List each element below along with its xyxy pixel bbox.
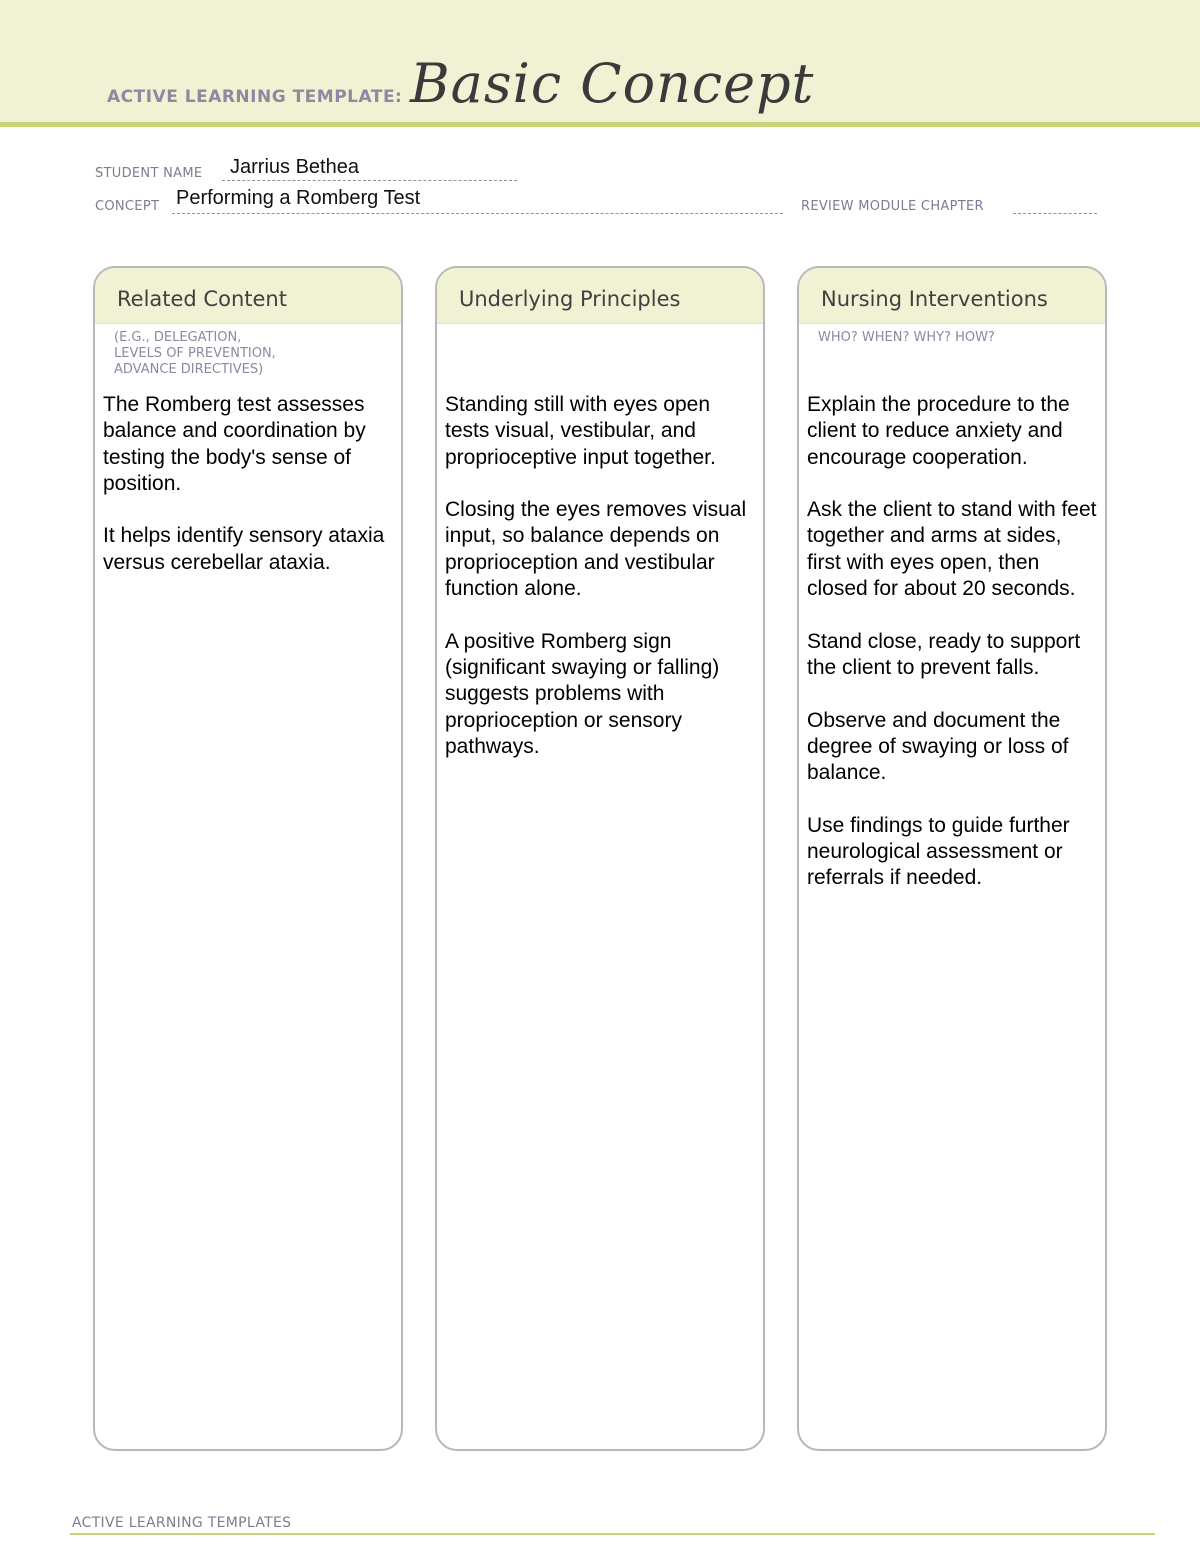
concept-label: CONCEPT — [95, 199, 160, 214]
header-label: ACTIVE LEARNING TEMPLATE: — [107, 87, 403, 107]
review-module-label: REVIEW MODULE CHAPTER — [801, 199, 984, 214]
related-content-body[interactable] — [103, 392, 393, 602]
body-paragraph: The Romberg test assesses balance and coordination by testing the body's sense of position. — [103, 393, 366, 495]
related-content-hint-line: LEVELS OF PREVENTION, — [114, 346, 276, 361]
body-paragraph: Observe and document the degree of swaying or loss of balance. — [807, 708, 1069, 785]
body-paragraph: Explain the procedure to the client to reduce anxiety and encourage cooperation. — [807, 393, 1070, 469]
body-paragraph: Standing still with eyes open tests visual, vestibular, and proprioceptive input together. — [445, 393, 716, 469]
body-paragraph: Use findings to guide further neurological assessment or referrals if needed. — [807, 813, 1070, 890]
footer-rule — [70, 1533, 1155, 1535]
nursing-interventions-panel — [797, 266, 1107, 1451]
nursing-interventions-body[interactable] — [807, 392, 1097, 918]
related-content-hint-line: ADVANCE DIRECTIVES) — [114, 362, 264, 377]
body-paragraph: It helps identify sensory ataxia versus cerebellar ataxia. — [103, 524, 385, 574]
body-paragraph: A positive Romberg sign (significant swaying or falling) suggests problems with proprioception or sensory pathways. — [445, 629, 720, 758]
student-name-label: STUDENT NAME — [95, 166, 203, 181]
page-title: Basic Concept — [410, 52, 815, 115]
underlying-principles-title: Underlying Principles — [459, 287, 681, 311]
nursing-interventions-header — [799, 268, 1105, 324]
header-rule — [0, 122, 1200, 127]
underlying-principles-panel — [435, 266, 765, 1451]
footer-label: ACTIVE LEARNING TEMPLATES — [72, 1515, 292, 1531]
review-module-field[interactable] — [1013, 213, 1097, 214]
underlying-principles-header — [437, 268, 763, 324]
nursing-interventions-title: Nursing Interventions — [821, 287, 1048, 311]
related-content-title: Related Content — [117, 287, 287, 311]
body-paragraph: Stand close, ready to support the client to prevent falls. — [807, 629, 1081, 679]
concept-field[interactable]: Performing a Romberg Test — [176, 187, 421, 209]
student-name-field[interactable]: Jarrius Bethea — [230, 156, 359, 178]
related-content-panel — [93, 266, 403, 1451]
body-paragraph: Ask the client to stand with feet together and arms at sides, first with eyes open, then closed for about 20 seconds. — [807, 498, 1097, 601]
concept-line — [172, 213, 783, 214]
related-content-hint-line: (E.G., DELEGATION, — [114, 330, 242, 345]
body-paragraph: Closing the eyes removes visual input, so balance depends on proprioception and vestibular function alone. — [445, 498, 747, 601]
nursing-interventions-hint: WHO? WHEN? WHY? HOW? — [818, 330, 995, 345]
student-name-line — [222, 180, 517, 181]
underlying-principles-body[interactable] — [445, 392, 755, 786]
related-content-header — [95, 268, 401, 324]
